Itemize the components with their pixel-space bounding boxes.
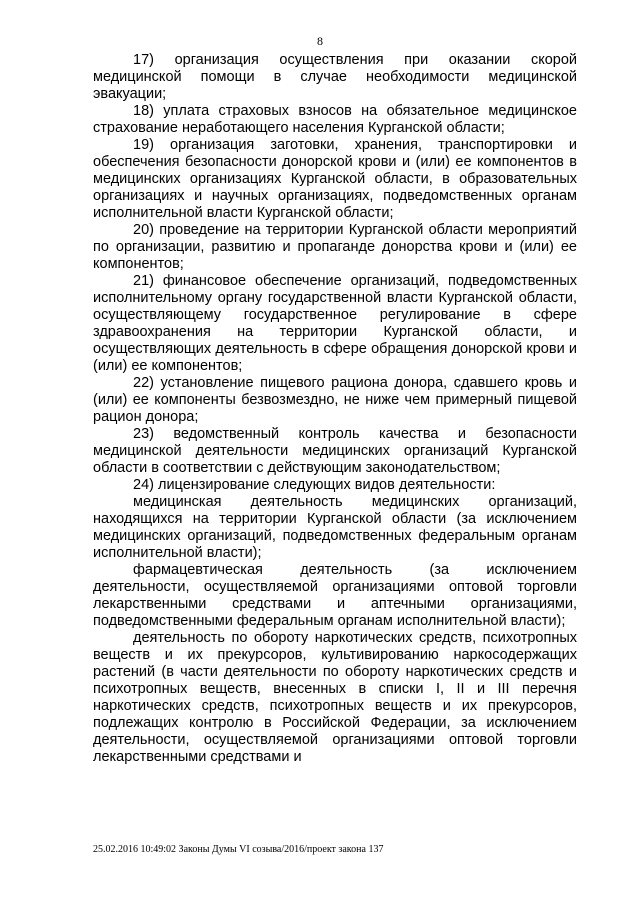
paragraph-19: 19) организация заготовки, хранения, транспортировки и обеспечения безопасности донорской крови и (или) ее компонентов в медицинских организациях Курганской области, в образовательных организациях и научных организациях, подведомственных органам исполнительной власти Курганской области; [93,137,577,221]
paragraph-21: 21) финансовое обеспечение организаций, подведомственных исполнительному органу государственной власти Курганской области, осуществляющему государственное регулирование в сфере здравоохранения на территории Курганской области, и осуществляющих деятельность в сфере обращения донорской крови и (или) ее компонентов; [93,273,577,374]
body-text [93,52,577,766]
paragraph-18: 18) уплата страховых взносов на обязательное медицинское страхование неработающего населения Курганской области; [93,103,577,136]
license-item-narcotics: деятельность по обороту наркотических средств, психотропных веществ и их прекурсоров, культивированию наркосодержащих растений (в части деятельности по обороту наркотических средств и психотропных веществ, внесенных в списки I, II и III перечня наркотических средств, психотропных веществ и их прекурсоров, подлежащих контролю в Российской Федерации, за исключением деятельности, осуществляемой организациями оптовой торговли лекарственными средствами и [93,630,577,765]
license-item-medical: медицинская деятельность медицинских организаций, находящихся на территории Курганской области (за исключением медицинских организаций, подведомственных федеральным органам исполнительной власти); [93,494,577,561]
paragraph-17: 17) организация осуществления при оказании скорой медицинской помощи в случае необходимости медицинской эвакуации; [93,52,577,102]
paragraph-24: 24) лицензирование следующих видов деятельности: [133,477,496,493]
paragraph-23: 23) ведомственный контроль качества и безопасности медицинской деятельности медицинских организаций Курганской области в соответствии с действующим законодательством; [93,426,577,476]
paragraph-20: 20) проведение на территории Курганской области мероприятий по организации, развитию и пропаганде донорства крови и (или) ее компонентов; [93,222,577,272]
document-footer: 25.02.2016 10:49:02 Законы Думы VI созыва/2016/проект закона 137 [93,844,384,855]
page-number: 8 [317,34,323,48]
paragraph-22: 22) установление пищевого рациона донора, сдавшего кровь и (или) ее компоненты безвозмездно, не ниже чем примерный пищевой рацион донора; [93,375,577,425]
license-item-pharmaceutical: фармацевтическая деятельность (за исключением деятельности, осуществляемой организациями оптовой торговли лекарственными средствами и аптечными организациями, подведомственными федеральным органам исполнительной власти); [93,562,577,629]
